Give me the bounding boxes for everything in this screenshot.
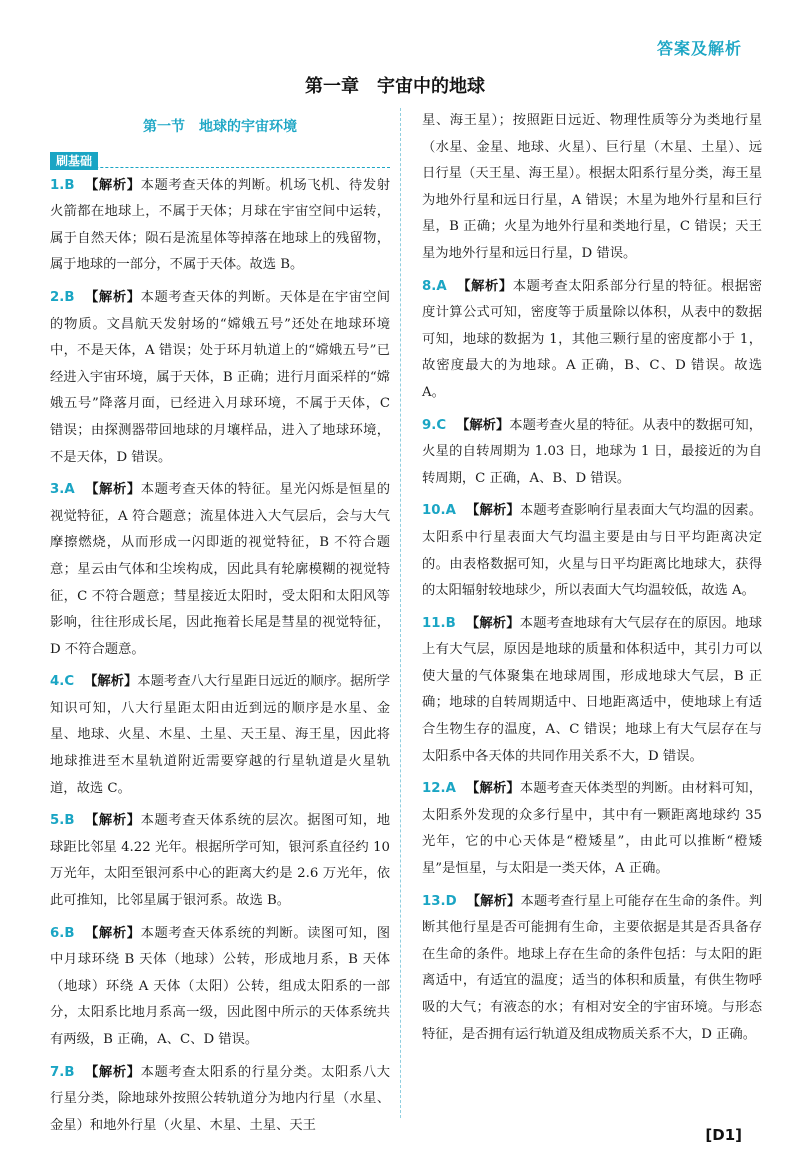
answer-item xyxy=(50,808,390,914)
question-number: 4. xyxy=(50,674,65,690)
answer-item xyxy=(50,173,390,279)
answer-item xyxy=(422,776,762,882)
analysis-label: 【解析】 xyxy=(84,1064,141,1080)
question-number: 7. xyxy=(50,1064,65,1080)
answer-explanation: 本题考查天体系统的层次。据图可知，地球距比邻星 4.22 光年。根据所学可知，银河系直径约 10 万光年，太阳至银河系中心的距离大约是 2.6 万光年，依此可推知，比邻星属于银河系。故选 B。 xyxy=(50,813,391,909)
answer-explanation: 本题考查天体类型的判断。由材料可知，太阳系外发现的众多行星中，其中有一颗距离地球约 35 光年，它的中心天体是“橙矮星”，由此可以推断“橙矮星”是恒星，与太阳是一类天体，A 正确。 xyxy=(422,781,763,877)
answer-explanation: 本题考查八大行星距日远近的顺序。据所学知识可知，八大行星距太阳由近到远的顺序是水星、金星、地球、火星、木星、土星、天王星、海王星，因此将地球推进至木星轨道附近需要穿越的行星轨道是火星轨道，故选 C。 xyxy=(50,674,391,796)
answer-explanation: 本题考查火星的特征。从表中的数据可知，火星的自转周期为 1.03 日，地球为 1 日，最接近的为自转周期，C 正确，A、B、D 错误。 xyxy=(422,417,763,486)
answer-letter: B xyxy=(64,925,75,941)
right-answer-list xyxy=(422,274,762,1049)
question-number: 11. xyxy=(422,615,446,631)
answer-letter: C xyxy=(436,417,447,433)
question-number: 5. xyxy=(50,813,65,829)
question-number: 3. xyxy=(50,482,65,498)
chapter-title: 第一章 宇宙中的地球 xyxy=(305,76,485,97)
continued-answer-text: 星、海王星）；按照距日远近、物理性质等分为类地行星（水星、金星、地球、火星）、巨行星（木星、土星）、远日行星（天王星、海王星）。根据太阳系行星分类，海王星为地外行星和远日行星，A 错误；木星为地外行星和巨行星，B 正确；火星为地外行星和类地行星，C 错误；天王星为地外行星和远日行星，D 错误。 xyxy=(422,113,762,261)
answer-letter: D xyxy=(445,893,457,909)
analysis-label: 【解析】 xyxy=(84,925,141,941)
answer-item xyxy=(422,274,762,407)
page-number: [D1] xyxy=(705,1126,742,1144)
answer-explanation: 本题考查影响行星表面大气均温的因素。太阳系中行星表面大气均温主要是由与日平均距离决定的。由表格数据可知，火星与日平均距离比地球大，获得的太阳辐射较地球少，所以表面大气均温较低，故选 A。 xyxy=(422,503,763,599)
answer-item xyxy=(422,413,762,493)
answer-item xyxy=(422,611,762,771)
answer-letter: B xyxy=(445,615,456,631)
answer-letter: B xyxy=(64,813,75,829)
answer-letter: A xyxy=(445,781,456,797)
answer-item xyxy=(50,921,390,1054)
analysis-label: 【解析】 xyxy=(465,781,520,797)
column-divider xyxy=(400,108,401,1118)
analysis-label: 【解析】 xyxy=(466,893,521,909)
question-number: 2. xyxy=(50,289,65,305)
answer-letter: A xyxy=(64,482,75,498)
answer-letter: B xyxy=(64,289,75,305)
answer-item xyxy=(50,669,390,802)
answer-explanation: 本题考查天体的特征。星光闪烁是恒星的视觉特征，A 符合题意；流星体进入大气层后，会与大气摩擦燃烧，从而形成一闪即逝的视觉特征，B 不符合题意；星云由气体和尘埃构成，因此具有轮廓模糊的视觉特征，C 不符合题意；彗星接近太阳时，受太阳和太阳风等影响，往往形成长尾，因此拖着长尾是彗星的视觉特征，D 不符合题意。 xyxy=(50,482,391,657)
answer-explanation: 本题考查地球有大气层存在的原因。地球上有大气层，原因是地球的质量和体积适中，其引力可以使大量的气体聚集在地球周围，形成地球大气层，B 正确；地球的自转周期适中、日地距离适中，使地球上有适合生物生存的温度，A、C 错误；地球上有大气层存在与太阳系中各天体的共同作用关系不大，D 错误。 xyxy=(422,615,763,764)
answer-letter: A xyxy=(445,503,456,519)
section-title: 第一节 地球的宇宙环境 xyxy=(143,119,297,135)
answer-item xyxy=(50,1060,390,1140)
left-column xyxy=(50,108,390,1145)
answer-letter: A xyxy=(436,278,447,294)
answer-item xyxy=(50,285,390,471)
answer-explanation: 本题考查行星上可能存在生命的条件。判断其他行星是否可能拥有生命，主要依据是其是否具备存在生命的条件。地球上存在生命的条件包括：与太阳的距离适中，有适宜的温度；适当的体积和质量，有供生物呼吸的大气；有液态的水；有相对安全的宇宙环境。与形态特征，是否拥有运行轨道及组成物质关系不大，D 正确。 xyxy=(422,893,763,1042)
section-tag-row xyxy=(50,149,390,171)
analysis-label: 【解析】 xyxy=(84,482,141,498)
page-header-label: 答案及解析 xyxy=(656,39,742,58)
answer-explanation: 本题考查天体的判断。天体是在宇宙空间的物质。文昌航天发射场的“嫦娥五号”还处在地球环境中，不是天体，A 错误；处于环月轨道上的“嫦娥五号”已经进入宇宙环境，属于天体，B 正确；进行月面采样的“嫦娥五号”降落月面，已经进入月球环境，不属于天体，C 错误；由探测器带回地球的月壤样品，进入了地球环境，不是天体，D 错误。 xyxy=(50,289,391,465)
analysis-label: 【解析】 xyxy=(456,417,510,433)
question-number: 8. xyxy=(422,278,437,294)
question-number: 1. xyxy=(50,177,65,193)
answer-explanation: 本题考查太阳系部分行星的特征。根据密度计算公式可知，密度等于质量除以体积，从表中的数据可知，地球的数据为 1，其他三颗行星的密度都小于 1，故密度最大的为地球。A 正确，B、C、D 错误。故选 A。 xyxy=(422,278,763,400)
left-answer-list xyxy=(50,173,390,1140)
answer-explanation: 本题考查太阳系的行星分类。太阳系八大行星分类，除地球外按照公转轨道分为地内行星（水星、金星）和地外行星（火星、木星、土星、天王 xyxy=(50,1064,391,1133)
answer-letter: C xyxy=(64,674,75,690)
question-number: 9. xyxy=(422,417,437,433)
analysis-label: 【解析】 xyxy=(84,813,141,829)
answer-item xyxy=(50,477,390,663)
analysis-label: 【解析】 xyxy=(465,503,520,519)
analysis-label: 【解析】 xyxy=(84,177,141,193)
answer-explanation: 本题考查天体系统的判断。读图可知，图中月球环绕 B 天体（地球）公转，形成地月系，B 天体（地球）环绕 A 天体（太阳）公转，组成太阳系的一部分，太阳系比地月系高一级，因此图中所示的天体系统共有两级，B 正确，A、C、D 错误。 xyxy=(50,925,391,1047)
analysis-label: 【解析】 xyxy=(84,674,138,690)
question-number: 6. xyxy=(50,925,65,941)
answer-item xyxy=(422,889,762,1049)
question-number: 10. xyxy=(422,503,446,519)
answer-explanation: 本题考查天体的判断。机场飞机、待发射火箭都在地球上，不属于天体；月球在宇宙空间中运转，属于自然天体；陨石是流星体等掉落在地球上的残留物，属于地球的一部分，不属于天体。故选 B。 xyxy=(50,177,391,273)
analysis-label: 【解析】 xyxy=(465,615,520,631)
section-tag: 刷基础 xyxy=(50,152,98,170)
answer-letter: B xyxy=(64,1064,75,1080)
question-number: 13. xyxy=(422,893,446,909)
right-column xyxy=(422,108,762,1054)
answer-letter: B xyxy=(64,177,75,193)
analysis-label: 【解析】 xyxy=(84,289,141,305)
answer-item xyxy=(422,498,762,604)
question-number: 12. xyxy=(422,781,446,797)
analysis-label: 【解析】 xyxy=(456,278,513,294)
